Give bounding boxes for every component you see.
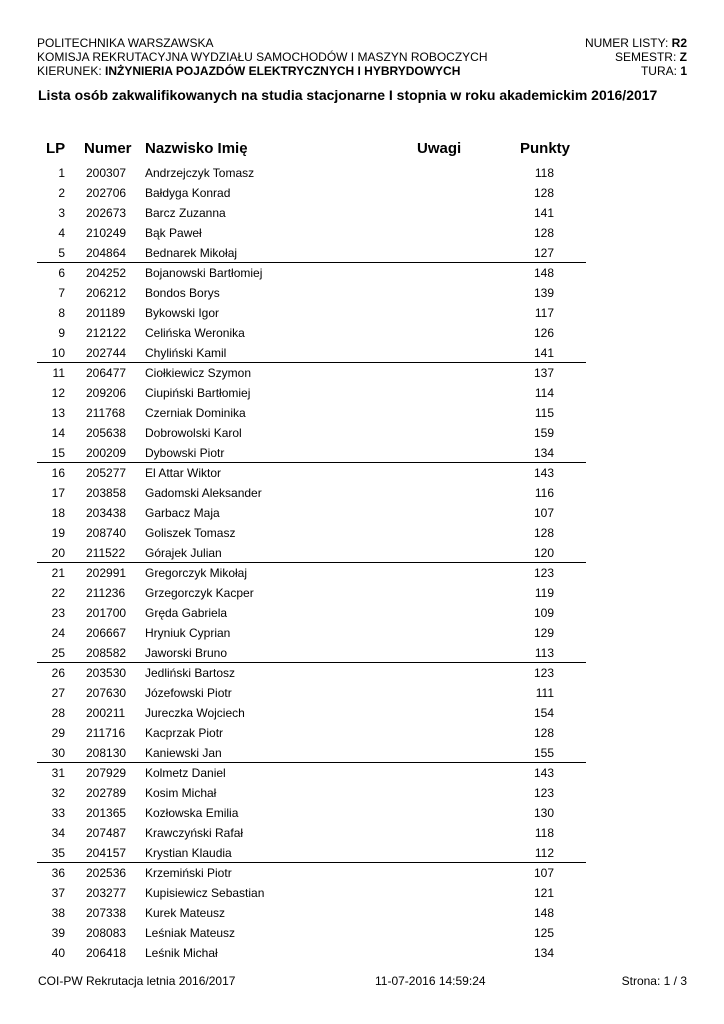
row-numer: 206477 xyxy=(86,366,127,380)
table-row xyxy=(37,643,586,663)
row-lp: 13 xyxy=(51,406,65,420)
row-numer: 204252 xyxy=(86,266,127,280)
footer-system: COI-PW Rekrutacja letnia 2016/2017 xyxy=(38,974,236,988)
table-row xyxy=(37,543,586,563)
row-numer: 201189 xyxy=(86,306,126,320)
institution-name: POLITECHNIKA WARSZAWSKA xyxy=(37,36,214,50)
row-numer: 207929 xyxy=(86,766,127,780)
row-numer: 202706 xyxy=(86,186,127,200)
row-points: 134 xyxy=(533,946,554,960)
round-label: TURA: xyxy=(640,64,677,78)
table-row xyxy=(37,363,586,383)
row-lp: 22 xyxy=(51,586,65,600)
row-points: 128 xyxy=(533,226,554,240)
row-points: 155 xyxy=(533,746,554,760)
table-row xyxy=(37,203,586,223)
table-row xyxy=(37,743,586,763)
row-points: 114 xyxy=(534,386,554,400)
row-lp: 8 xyxy=(58,306,65,320)
row-name: Gręda Gabriela xyxy=(145,606,228,620)
table-row xyxy=(37,403,586,423)
row-name: Kacprzak Piotr xyxy=(145,726,224,740)
row-lp: 21 xyxy=(51,566,65,580)
row-points: 107 xyxy=(533,506,554,520)
row-lp: 27 xyxy=(51,686,65,700)
table-row xyxy=(37,703,586,723)
row-numer: 207630 xyxy=(86,686,127,700)
row-numer: 201700 xyxy=(86,606,127,620)
header-institution-block xyxy=(37,36,488,78)
row-points: 129 xyxy=(533,626,554,640)
row-lp: 17 xyxy=(51,486,65,500)
row-points: 120 xyxy=(533,546,554,560)
row-lp: 9 xyxy=(58,326,65,340)
row-points: 159 xyxy=(533,426,554,440)
row-lp: 11 xyxy=(52,366,65,380)
row-points: 121 xyxy=(533,886,554,900)
row-name: Jaworski Bruno xyxy=(145,646,228,660)
row-points: 107 xyxy=(533,866,554,880)
row-points: 143 xyxy=(533,466,554,480)
row-lp: 30 xyxy=(51,746,65,760)
row-points: 141 xyxy=(533,346,554,360)
row-points: 118 xyxy=(534,166,554,180)
row-name: Czerniak Dominika xyxy=(145,406,246,420)
table-row xyxy=(37,783,586,803)
row-lp: 5 xyxy=(58,246,65,260)
row-numer: 202536 xyxy=(86,866,127,880)
table-row xyxy=(37,663,586,683)
row-points: 109 xyxy=(533,606,554,620)
header-list-info-block xyxy=(585,36,687,78)
row-lp: 31 xyxy=(51,766,65,780)
row-numer: 200211 xyxy=(86,706,126,720)
row-points: 127 xyxy=(533,246,554,260)
row-numer: 211768 xyxy=(86,406,126,420)
column-header-notes: Uwagi xyxy=(417,140,462,157)
row-lp: 26 xyxy=(51,666,65,680)
row-numer: 203858 xyxy=(86,486,127,500)
table-row xyxy=(37,883,586,903)
semester-value: Z xyxy=(679,50,687,64)
row-name: Jedliński Bartosz xyxy=(145,666,236,680)
row-name: Kurek Mateusz xyxy=(145,906,226,920)
direction-label: KIERUNEK: xyxy=(37,64,102,78)
column-header-name: Nazwisko Imię xyxy=(145,140,248,157)
table-row xyxy=(37,463,586,483)
row-lp: 29 xyxy=(51,726,65,740)
row-numer: 203438 xyxy=(86,506,127,520)
row-name: Chyliński Kamil xyxy=(145,346,227,360)
row-points: 111 xyxy=(535,686,554,700)
row-name: Kaniewski Jan xyxy=(145,746,222,760)
row-numer: 208582 xyxy=(86,646,127,660)
row-lp: 34 xyxy=(51,826,65,840)
row-lp: 25 xyxy=(51,646,65,660)
row-name: Bykowski Igor xyxy=(145,306,220,320)
table-row xyxy=(37,183,586,203)
row-lp: 18 xyxy=(51,506,65,520)
table-row xyxy=(37,683,586,703)
row-numer: 211522 xyxy=(86,546,126,560)
row-points: 123 xyxy=(533,566,554,580)
row-lp: 24 xyxy=(51,626,65,640)
row-lp: 3 xyxy=(58,206,65,220)
row-points: 148 xyxy=(533,906,554,920)
row-name: Leśniak Mateusz xyxy=(145,926,236,940)
row-lp: 15 xyxy=(51,446,65,460)
table-row xyxy=(37,903,586,923)
row-points: 128 xyxy=(533,726,554,740)
table-row xyxy=(37,843,586,863)
row-numer: 204864 xyxy=(86,246,127,260)
row-numer: 211236 xyxy=(86,586,126,600)
round-line xyxy=(585,64,687,78)
row-points: 128 xyxy=(533,186,554,200)
direction-value: INŻYNIERIA POJAZDÓW ELEKTRYCZNYCH I HYBRYDOWYCH xyxy=(105,64,461,78)
footer-page-number: Strona: 1 / 3 xyxy=(621,974,687,988)
row-points: 139 xyxy=(533,286,554,300)
table-row xyxy=(37,863,586,883)
row-numer: 208130 xyxy=(86,746,127,760)
row-name: Leśnik Michał xyxy=(145,946,218,960)
table-row xyxy=(37,503,586,523)
row-name: Gadomski Aleksander xyxy=(145,486,262,500)
row-name: Kolmetz Daniel xyxy=(145,766,226,780)
row-points: 126 xyxy=(533,326,554,340)
row-name: Bałdyga Konrad xyxy=(145,186,231,200)
table-header xyxy=(0,140,724,160)
row-name: Górajek Julian xyxy=(145,546,222,560)
row-numer: 205277 xyxy=(86,466,127,480)
row-numer: 202744 xyxy=(86,346,127,360)
list-number-value: R2 xyxy=(671,36,687,50)
row-name: Krystian Klaudia xyxy=(145,846,232,860)
row-numer: 207487 xyxy=(86,826,127,840)
table-row xyxy=(37,443,586,463)
row-name: Celińska Weronika xyxy=(145,326,245,340)
row-points: 141 xyxy=(533,206,554,220)
row-points: 137 xyxy=(533,366,554,380)
row-lp: 14 xyxy=(51,426,65,440)
row-lp: 33 xyxy=(51,806,65,820)
row-numer: 202789 xyxy=(86,786,127,800)
table-row xyxy=(37,603,586,623)
document-title: Lista osób zakwalifikowanych na studia stacjonarne I stopnia w roku akademickim 2016/2017 xyxy=(38,87,658,103)
row-name: Krzemiński Piotr xyxy=(145,866,232,880)
row-numer: 210249 xyxy=(86,226,127,240)
row-numer: 208083 xyxy=(86,926,127,940)
table-row xyxy=(37,943,586,963)
row-name: Ciołkiewicz Szymon xyxy=(145,366,252,380)
round-value: 1 xyxy=(680,64,687,78)
row-name: Bąk Paweł xyxy=(145,226,202,240)
row-points: 118 xyxy=(534,826,554,840)
row-numer: 208740 xyxy=(86,526,127,540)
row-lp: 2 xyxy=(58,186,65,200)
row-numer: 206212 xyxy=(86,286,127,300)
row-points: 154 xyxy=(533,706,554,720)
row-points: 128 xyxy=(533,526,554,540)
table-row xyxy=(37,383,586,403)
table-row xyxy=(37,823,586,843)
row-numer: 202673 xyxy=(86,206,127,220)
row-lp: 1 xyxy=(58,166,65,180)
table-row xyxy=(37,343,586,363)
row-points: 113 xyxy=(534,646,554,660)
table-row xyxy=(37,283,586,303)
row-numer: 201365 xyxy=(86,806,127,820)
list-number-label: NUMER LISTY: xyxy=(584,36,669,50)
row-lp: 28 xyxy=(51,706,65,720)
row-points: 123 xyxy=(533,786,554,800)
row-lp: 32 xyxy=(51,786,65,800)
row-numer: 207338 xyxy=(86,906,127,920)
row-points: 115 xyxy=(534,406,554,420)
list-number-line xyxy=(585,36,687,50)
row-lp: 19 xyxy=(51,526,65,540)
row-name: Hryniuk Cyprian xyxy=(145,626,231,640)
row-numer: 204157 xyxy=(86,846,127,860)
row-lp: 4 xyxy=(58,226,65,240)
row-numer: 212122 xyxy=(86,326,127,340)
table-row xyxy=(37,223,586,243)
row-name: El Attar Wiktor xyxy=(145,466,222,480)
row-name: Gregorczyk Mikołaj xyxy=(145,566,248,580)
row-name: Grzegorczyk Kacper xyxy=(145,586,254,600)
table-row xyxy=(37,423,586,443)
row-lp: 23 xyxy=(51,606,65,620)
row-numer: 211716 xyxy=(86,726,126,740)
row-points: 134 xyxy=(533,446,554,460)
row-name: Jureczka Wojciech xyxy=(145,706,245,720)
table-row xyxy=(37,803,586,823)
row-name: Kosim Michał xyxy=(145,786,217,800)
row-lp: 40 xyxy=(51,946,65,960)
row-lp: 37 xyxy=(51,886,65,900)
row-name: Bondos Borys xyxy=(145,286,220,300)
semester-label: SEMESTR: xyxy=(614,50,677,64)
row-name: Bednarek Mikołaj xyxy=(145,246,238,260)
table-row xyxy=(37,723,586,743)
row-name: Józefowski Piotr xyxy=(145,686,232,700)
row-lp: 10 xyxy=(51,346,65,360)
row-name: Bojanowski Bartłomiej xyxy=(145,266,263,280)
row-points: 117 xyxy=(534,306,554,320)
row-name: Dobrowolski Karol xyxy=(145,426,242,440)
column-header-points: Punkty xyxy=(520,140,571,157)
row-numer: 203277 xyxy=(86,886,127,900)
row-name: Krawczyński Rafał xyxy=(145,826,244,840)
row-points: 119 xyxy=(534,586,554,600)
table-row xyxy=(37,563,586,583)
row-name: Barcz Zuzanna xyxy=(145,206,226,220)
committee-name: KOMISJA REKRUTACYJNA WYDZIAŁU SAMOCHODÓW I MASZYN ROBOCZYCH xyxy=(37,50,488,64)
row-name: Andrzejczyk Tomasz xyxy=(145,166,255,180)
row-name: Ciupiński Bartłomiej xyxy=(145,386,251,400)
row-lp: 7 xyxy=(58,286,65,300)
table-row xyxy=(37,263,586,283)
row-lp: 16 xyxy=(51,466,65,480)
row-lp: 39 xyxy=(51,926,65,940)
row-points: 143 xyxy=(533,766,554,780)
table-row xyxy=(37,523,586,543)
row-lp: 12 xyxy=(51,386,65,400)
row-points: 130 xyxy=(533,806,554,820)
row-points: 116 xyxy=(534,486,554,500)
row-numer: 200307 xyxy=(86,166,127,180)
column-header-lp: LP xyxy=(46,140,66,157)
row-name: Dybowski Piotr xyxy=(145,446,225,460)
row-numer: 203530 xyxy=(86,666,127,680)
row-points: 123 xyxy=(533,666,554,680)
column-header-numer: Numer xyxy=(84,140,132,157)
row-lp: 20 xyxy=(51,546,65,560)
row-points: 112 xyxy=(534,846,554,860)
row-lp: 6 xyxy=(58,266,65,280)
table-row xyxy=(37,763,586,783)
direction-line xyxy=(37,64,488,78)
row-lp: 35 xyxy=(51,846,65,860)
row-numer: 202991 xyxy=(86,566,127,580)
table-row xyxy=(37,163,586,183)
row-name: Goliszek Tomasz xyxy=(145,526,236,540)
row-numer: 206667 xyxy=(86,626,127,640)
table-row xyxy=(37,323,586,343)
footer-timestamp: 11-07-2016 14:59:24 xyxy=(375,974,486,988)
row-numer: 209206 xyxy=(86,386,127,400)
row-points: 148 xyxy=(533,266,554,280)
candidates-table xyxy=(37,163,586,963)
row-name: Garbacz Maja xyxy=(145,506,220,520)
row-numer: 206418 xyxy=(86,946,127,960)
table-row xyxy=(37,583,586,603)
row-numer: 205638 xyxy=(86,426,127,440)
semester-line xyxy=(585,50,687,64)
table-row xyxy=(37,923,586,943)
table-row xyxy=(37,623,586,643)
row-name: Kupisiewicz Sebastian xyxy=(145,886,265,900)
row-points: 125 xyxy=(533,926,554,940)
row-lp: 38 xyxy=(51,906,65,920)
table-row xyxy=(37,483,586,503)
row-numer: 200209 xyxy=(86,446,127,460)
row-name: Kozłowska Emilia xyxy=(145,806,239,820)
table-row xyxy=(37,243,586,263)
table-row xyxy=(37,303,586,323)
row-lp: 36 xyxy=(51,866,65,880)
